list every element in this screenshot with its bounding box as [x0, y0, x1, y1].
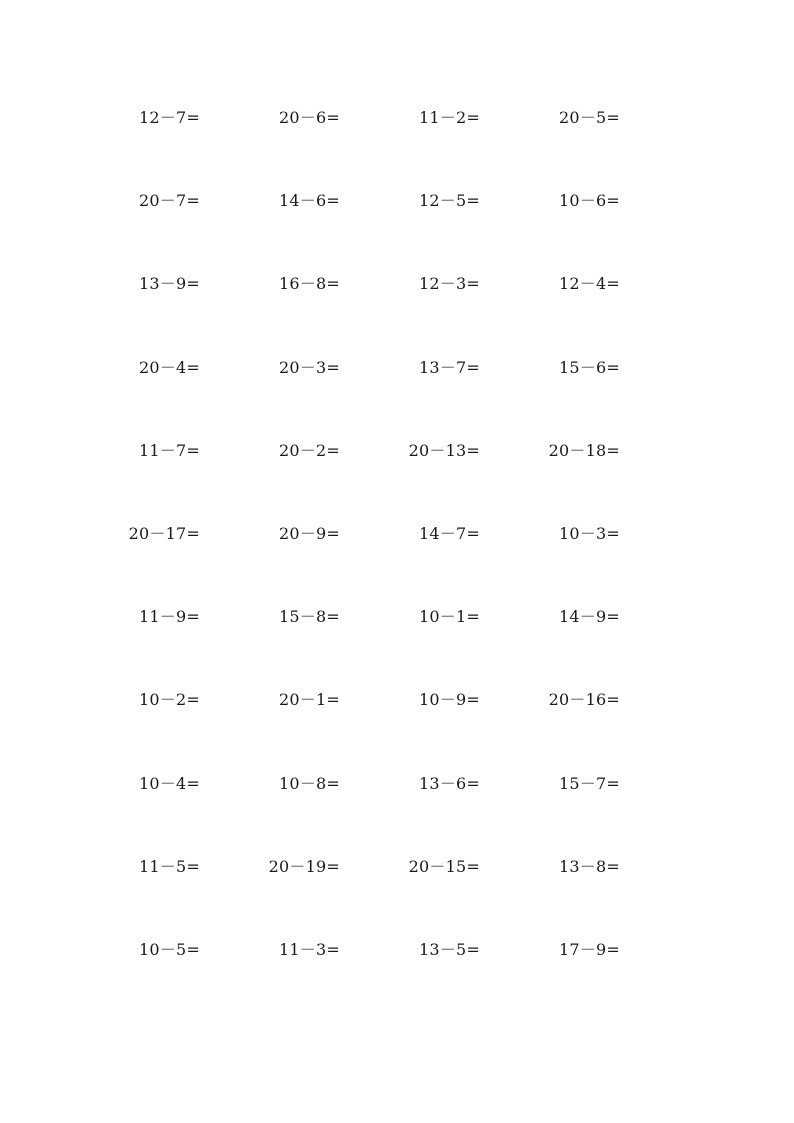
math-problem: 13－5=	[419, 939, 480, 959]
math-problem: 11－7=	[139, 440, 200, 460]
math-problem: 12－5=	[419, 191, 480, 211]
math-problem: 20－4=	[139, 357, 200, 377]
math-problem: 11－5=	[139, 856, 200, 876]
math-problem: 13－6=	[419, 773, 480, 793]
math-problem: 20－9=	[279, 523, 340, 543]
math-problem: 17－9=	[559, 939, 620, 959]
math-problem: 10－8=	[279, 773, 340, 793]
math-problem: 20－16=	[548, 690, 620, 710]
math-problem: 10－6=	[559, 191, 620, 211]
math-problem: 10－5=	[139, 939, 200, 959]
math-problem: 11－9=	[139, 607, 200, 627]
math-problem: 20－2=	[279, 440, 340, 460]
math-problem: 20－3=	[279, 357, 340, 377]
math-problem: 15－6=	[559, 357, 620, 377]
math-problem: 20－17=	[128, 523, 200, 543]
math-problem: 12－7=	[139, 108, 200, 127]
math-problem: 16－8=	[279, 274, 340, 294]
math-problem: 14－9=	[559, 607, 620, 627]
math-problem: 20－15=	[408, 856, 480, 876]
math-problem: 20－1=	[279, 690, 340, 710]
math-problem: 13－7=	[419, 357, 480, 377]
math-problem: 14－7=	[419, 523, 480, 543]
math-problem: 10－2=	[139, 690, 200, 710]
math-problem: 20－5=	[559, 108, 620, 127]
math-problem: 20－19=	[268, 856, 340, 876]
math-problem: 10－4=	[139, 773, 200, 793]
math-problem: 12－4=	[559, 274, 620, 294]
math-problem: 15－8=	[279, 607, 340, 627]
problem-grid	[60, 103, 620, 1018]
math-problem: 20－7=	[139, 191, 200, 211]
math-problem: 15－7=	[559, 773, 620, 793]
math-problem: 13－9=	[139, 274, 200, 294]
math-problem: 12－3=	[419, 274, 480, 294]
math-problem: 20－18=	[548, 440, 620, 460]
math-problem: 20－6=	[279, 108, 340, 127]
math-problem: 10－9=	[419, 690, 480, 710]
math-problem: 20－13=	[408, 440, 480, 460]
math-problem: 13－8=	[559, 856, 620, 876]
math-problem: 10－1=	[419, 607, 480, 627]
math-problem: 11－2=	[419, 108, 480, 127]
math-problem: 10－3=	[559, 523, 620, 543]
math-problem: 11－3=	[279, 939, 340, 959]
math-problem: 14－6=	[279, 191, 340, 211]
